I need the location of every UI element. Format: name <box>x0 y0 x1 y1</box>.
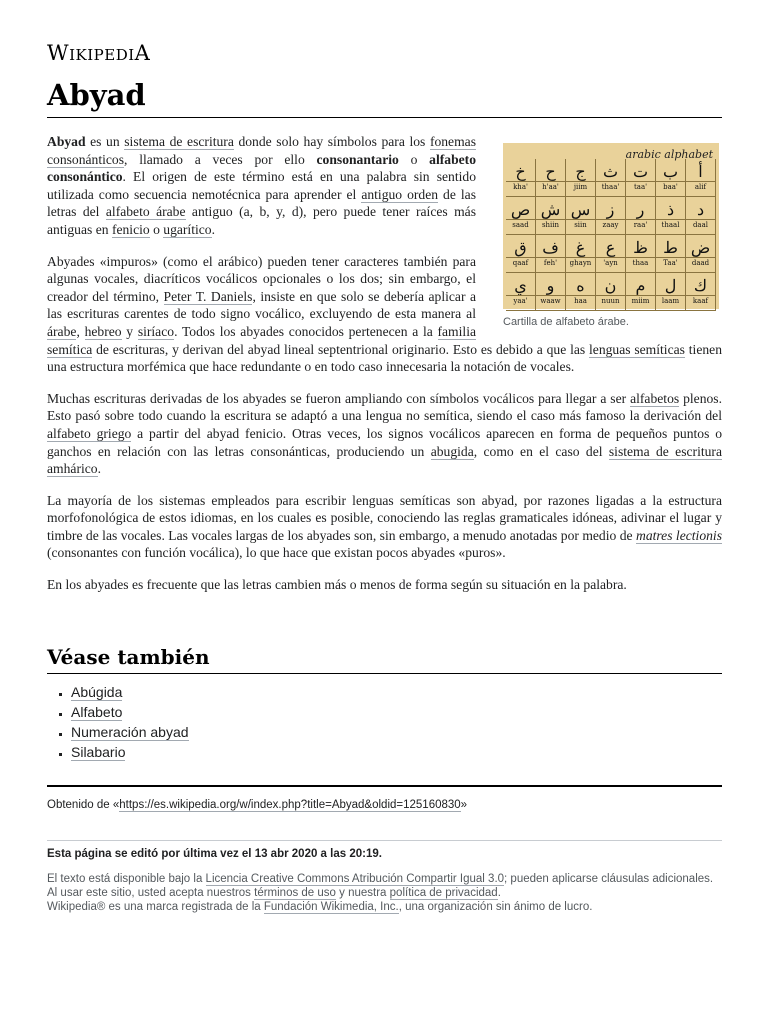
letter-transliteration: ghayn <box>566 257 595 268</box>
arabic-letter: ف <box>542 238 559 257</box>
alphabet-cell <box>626 273 656 311</box>
alphabet-cell <box>626 159 656 197</box>
link-matres-lectionis[interactable]: matres lectionis <box>636 527 722 543</box>
alphabet-cell <box>686 197 716 235</box>
alphabet-cell <box>596 159 626 197</box>
link-alfabeto-list[interactable]: Alfabeto <box>71 704 123 720</box>
arabic-letter: ذ <box>666 200 675 219</box>
license-text: El texto está disponible bajo la Licencia Creative Commons Atribución Compartir Igual 3.0; pueden aplicarse cláusulas adicionales. Al usar este sitio, usted acepta nuestros términos de uso y nuestra política de privacidad. Wikipedia® es una marca registrada de la Fundación Wikimedia, Inc., una organización sin ánimo de lucro. <box>47 873 714 913</box>
link-sistema-de-escritura-2[interactable]: sistema de escritura <box>608 443 722 459</box>
letter-transliteration: laam <box>656 295 685 306</box>
arabic-letter: ن <box>604 276 617 295</box>
link-hebreo[interactable]: hebreo <box>84 323 122 339</box>
footer-divider <box>47 785 722 787</box>
link-alfabeto-arabe[interactable]: alfabeto árabe <box>105 204 186 220</box>
alphabet-cell <box>656 197 686 235</box>
article-body <box>47 133 722 608</box>
arabic-letter: ح <box>545 162 556 181</box>
letter-transliteration: daal <box>686 219 715 230</box>
arabic-letter: ي <box>514 276 527 295</box>
link-sistema-de-escritura[interactable]: sistema de escritura <box>124 134 234 149</box>
link-abugida[interactable]: abugida <box>430 443 474 459</box>
alphabet-cell <box>506 159 536 197</box>
link-familia-semitica[interactable]: familia semítica <box>47 323 476 357</box>
figure-caption: Cartilla de alfabeto árabe. <box>503 316 629 328</box>
link-alfabeto-griego[interactable]: alfabeto griego <box>47 425 132 441</box>
alphabet-cell <box>506 197 536 235</box>
arabic-letter: ض <box>690 238 711 257</box>
alphabet-cell <box>566 159 596 197</box>
letter-transliteration: nuun <box>596 295 625 306</box>
letter-transliteration: 'ayn <box>596 257 625 268</box>
list-item <box>71 682 189 702</box>
link-alfabetos[interactable]: alfabetos <box>630 390 680 406</box>
alphabet-cell <box>566 235 596 273</box>
link-cc-license[interactable]: Licencia Creative Commons Atribución Compartir Igual 3.0 <box>205 873 505 885</box>
link-arabe[interactable]: árabe <box>47 323 77 339</box>
paragraph-5: En los abyades es frecuente que las letras cambien más o menos de forma según su situación en la palabra. <box>47 577 627 593</box>
link-ugaritico[interactable]: ugarítico <box>163 221 212 237</box>
paragraph-2: Abyades «impuros» (como el arábico) pueden tener caracteres también para algunas vocales, diacríticos vocálicos opcionales o los dos; sin embargo, el creador del término, Peter T. Daniels, insiste en que solo se debería aplicar a las escrituras carentes de todo signo vocálico, excluyendo de esta manera al árabe, hebreo y siríaco. Todos los abyades conocidos pertenecen a la familia semítica de escrituras, y derivan del abyad lineal septentrional originario. Esto es debido a que las lenguas semíticas tienen una estructura morfémica que hace redundante o en todo caso innecesaria la notación de vocales. <box>47 253 722 375</box>
list-item <box>71 702 189 722</box>
letter-transliteration: h'aa' <box>536 181 565 192</box>
arabic-letter: ت <box>632 162 649 181</box>
letter-transliteration: thaa' <box>596 181 625 192</box>
letter-transliteration: saad <box>506 219 535 230</box>
link-abugida-list[interactable]: Abúgida <box>71 684 123 700</box>
arabic-letter: ه <box>576 276 585 295</box>
alphabet-cell <box>656 235 686 273</box>
letter-transliteration: siin <box>566 219 595 230</box>
permanent-link[interactable]: https://es.wikipedia.org/w/index.php?title=Abyad&oldid=125160830 <box>119 799 461 811</box>
letter-transliteration: taa' <box>626 181 655 192</box>
alphabet-cell <box>536 159 566 197</box>
retrieved-from: Obtenido de «https://es.wikipedia.org/w/index.php?title=Abyad&oldid=125160830» <box>47 799 468 811</box>
letter-transliteration: shiin <box>536 219 565 230</box>
arabic-letter: ل <box>664 276 677 295</box>
letter-transliteration: Taa' <box>656 257 685 268</box>
letter-transliteration: alif <box>686 181 715 192</box>
letter-transliteration: jiim <box>566 181 595 192</box>
alphabet-cell <box>596 273 626 311</box>
link-silabario[interactable]: Silabario <box>71 744 126 760</box>
alphabet-cell <box>506 273 536 311</box>
arabic-letter: ب <box>662 162 679 181</box>
arabic-letter: ظ <box>633 238 648 257</box>
link-privacy-policy[interactable]: política de privacidad <box>389 887 498 899</box>
alphabet-cell <box>686 159 716 197</box>
arabic-letter: ص <box>510 200 531 219</box>
letter-transliteration: qaaf <box>506 257 535 268</box>
paragraph-1: Abyad es un sistema de escritura donde solo hay símbolos para los fonemas consonánticos, llamado a veces por ello consonantario o alfabeto consonántico. El origen de este término está en una palabra sin sentido utilizada como secuencia nemotécnica para aprender el antiguo orden de las letras del alfabeto árabe antiguo (a, b, y, d), pero puede tener raíces más antiguas en fenicio o ugarítico. <box>47 134 477 237</box>
arabic-letter: أ <box>698 162 703 181</box>
arabic-letter: ط <box>663 238 678 257</box>
footer-thin-divider <box>47 840 722 841</box>
letter-transliteration: daad <box>686 257 715 268</box>
alphabet-cell <box>686 273 716 311</box>
arabic-letter: ج <box>575 162 586 181</box>
arabic-letter: ش <box>540 200 561 219</box>
link-fenicio[interactable]: fenicio <box>111 221 150 237</box>
arabic-letter: ك <box>693 276 708 295</box>
letter-transliteration: miim <box>626 295 655 306</box>
link-peter-t-daniels[interactable]: Peter T. Daniels <box>163 288 253 304</box>
letter-transliteration: baa' <box>656 181 685 192</box>
title-divider <box>47 117 722 118</box>
letter-transliteration: kaaf <box>686 295 715 306</box>
alphabet-cell <box>536 235 566 273</box>
last-edited: Esta página se editó por última vez el 13 abr 2020 a las 20:19. <box>47 848 382 860</box>
letter-transliteration: zaay <box>596 219 625 230</box>
link-terms-of-use[interactable]: términos de uso <box>254 887 336 899</box>
alphabet-grid <box>506 159 716 311</box>
list-item <box>71 742 189 762</box>
image-title: arabic alphabet <box>625 148 713 161</box>
arabic-letter: ر <box>636 200 645 219</box>
arabic-letter: خ <box>515 162 526 181</box>
alphabet-cell <box>626 197 656 235</box>
letter-transliteration: thaal <box>656 219 685 230</box>
wikipedia-wordmark[interactable]: WIKIPEDIA <box>47 41 151 65</box>
link-siriaco[interactable]: siríaco <box>137 323 175 339</box>
arabic-alphabet-image[interactable] <box>503 143 719 309</box>
letter-transliteration: haa <box>566 295 595 306</box>
see-also-list <box>47 682 189 762</box>
alphabet-cell <box>536 273 566 311</box>
page-title: Abyad <box>47 78 146 112</box>
arabic-letter: ق <box>514 238 527 257</box>
arabic-letter: م <box>635 276 646 295</box>
alphabet-cell <box>566 273 596 311</box>
arabic-letter: غ <box>575 238 586 257</box>
figure-arabic-alphabet <box>503 143 722 332</box>
letter-transliteration: raa' <box>626 219 655 230</box>
arabic-letter: ع <box>605 238 616 257</box>
alphabet-cell <box>506 235 536 273</box>
paragraph-4: La mayoría de los sistemas empleados para escribir lenguas semíticas son abyad, por razones ligadas a la estructura morfofonológica de estos idiomas, en los cuales es posible, conociendo las reglas gramaticales idóneas, adivinar el lugar y timbre de las vocales. Las vocales largas de los abyades son, sin embargo, a menudo anotadas por medio de matres lectionis (consonantes con función vocálica), lo que hace que existan pocos abyades «puros». <box>47 492 722 561</box>
section-divider <box>47 673 722 674</box>
link-consonanticos[interactable]: consonánticos <box>47 151 125 167</box>
arabic-letter: د <box>696 200 705 219</box>
alphabet-cell <box>596 197 626 235</box>
alphabet-cell <box>656 159 686 197</box>
alphabet-cell <box>566 197 596 235</box>
link-numeracion-abyad[interactable]: Numeración abyad <box>71 724 189 740</box>
alphabet-cell <box>536 197 566 235</box>
link-wikimedia-foundation[interactable]: Fundación Wikimedia, Inc. <box>263 901 399 913</box>
list-item <box>71 722 189 742</box>
letter-transliteration: kha' <box>506 181 535 192</box>
letter-transliteration: waaw <box>536 295 565 306</box>
link-antiguo-orden[interactable]: antiguo orden <box>361 186 439 202</box>
arabic-letter: س <box>570 200 591 219</box>
link-amharico[interactable]: amhárico <box>47 461 98 477</box>
arabic-letter: ث <box>602 162 619 181</box>
arabic-letter: و <box>546 276 555 295</box>
paragraph-3: Muchas escrituras derivadas de los abyades se fueron ampliando con símbolos vocálicos para llegar a ser alfabetos plenos. Esto pasó sobre todo cuando la escritura se adaptó a una lengua no semítica, siendo el caso más famoso la derivación del alfabeto griego a partir del abyad fenicio. Otras veces, los signos vocálicos aparecen en forma de pequeños puntos o ganchos en relación con las letras consonánticas, produciendo un abugida, como en el caso del sistema de escritura amhárico. <box>47 390 722 477</box>
alphabet-cell <box>686 235 716 273</box>
alphabet-cell <box>626 235 656 273</box>
alphabet-cell <box>596 235 626 273</box>
letter-transliteration: feh' <box>536 257 565 268</box>
arabic-letter: ز <box>606 200 615 219</box>
link-lenguas-semiticas[interactable]: lenguas semíticas <box>589 341 685 357</box>
section-heading-vease-tambien: Véase también <box>47 645 210 669</box>
letter-transliteration: thaa <box>626 257 655 268</box>
link-fonemas[interactable]: fonemas <box>429 134 476 149</box>
letter-transliteration: yaa' <box>506 295 535 306</box>
alphabet-cell <box>656 273 686 311</box>
